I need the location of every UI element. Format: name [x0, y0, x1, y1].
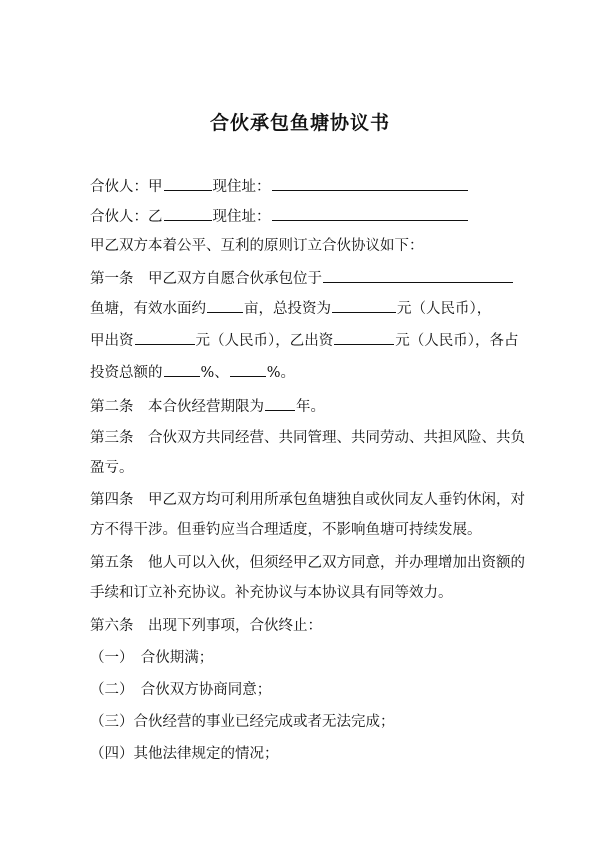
termination-item: （二） 合伙双方协商同意；	[90, 682, 272, 698]
party-b-name-blank[interactable]	[164, 206, 212, 221]
article-1-line-3	[90, 330, 530, 351]
party-b-share-blank[interactable]	[230, 362, 266, 377]
party-b-label: 合伙人：乙	[90, 209, 163, 225]
article-1-line-1	[90, 268, 530, 289]
party-b-contribution-blank[interactable]	[334, 330, 394, 345]
party-b-line	[90, 206, 530, 227]
party-a-contribution-blank[interactable]	[135, 330, 195, 345]
article-4-line-1: 第四条 甲乙双方均可利用所承包鱼塘独自或伙同友人垂钓休闲，对	[90, 492, 525, 508]
party-a-label: 合伙人：甲	[90, 179, 163, 195]
article-1-line-2	[90, 298, 530, 319]
termination-item: （三）合伙经营的事业已经完成或者无法完成；	[90, 714, 395, 730]
party-b-address-label: 现住址：	[212, 209, 271, 225]
article-1-line-4	[90, 362, 530, 383]
article-5-line-1: 第五条 他人可以入伙，但须经甲乙双方同意，并办理增加出资额的	[90, 555, 525, 571]
party-a-share-blank[interactable]	[164, 362, 200, 377]
party-b-contribution-label: 元（人民币），乙出资	[195, 333, 334, 349]
article-2	[90, 396, 530, 417]
article-1-text: 第一条 甲乙双方自愿合伙承包位于	[90, 271, 322, 287]
term-years-blank[interactable]	[265, 396, 295, 411]
share-label: 投资总额的	[90, 365, 163, 381]
document-title: 合伙承包鱼塘协议书	[209, 112, 390, 134]
article-2-text: 第二条 本合伙经营期限为	[90, 399, 264, 415]
party-a-name-blank[interactable]	[164, 176, 212, 191]
percent-end: %。	[266, 365, 296, 381]
share-text: 元（人民币），各占	[395, 333, 519, 349]
currency-text: 元（人民币），	[397, 301, 492, 317]
article-5-line-2: 手续和订立补充协议。补充协议与本协议具有同等效力。	[90, 585, 453, 601]
article-6: 第六条 出现下列事项，合伙终止：	[90, 618, 322, 634]
pond-location-blank[interactable]	[323, 268, 513, 283]
party-b-address-blank[interactable]	[272, 206, 468, 221]
percent-separator: %、	[200, 365, 229, 381]
article-4-line-2: 方不得干涉。但垂钓应当合理适度，不影响鱼塘可持续发展。	[90, 522, 482, 538]
party-a-address-blank[interactable]	[272, 176, 468, 191]
years-unit: 年。	[296, 399, 325, 415]
article-3-line-2: 盈亏。	[90, 460, 134, 476]
party-a-line	[90, 176, 530, 197]
termination-item: （四）其他法律规定的情况；	[90, 746, 279, 762]
area-unit-text: 亩，总投资为	[244, 301, 331, 317]
party-a-contribution-label: 甲出资	[90, 333, 134, 349]
party-a-address-label: 现住址：	[212, 179, 271, 195]
pond-text: 鱼塘，有效水面约	[90, 301, 206, 317]
water-area-blank[interactable]	[207, 298, 243, 313]
article-3-line-1: 第三条 合伙双方共同经营、共同管理、共同劳动、共担风险、共负	[90, 430, 525, 446]
termination-item: （一） 合伙期满；	[90, 650, 214, 666]
total-investment-blank[interactable]	[332, 298, 396, 313]
intro-paragraph: 甲乙双方本着公平、互利的原则订立合伙协议如下：	[90, 238, 424, 254]
